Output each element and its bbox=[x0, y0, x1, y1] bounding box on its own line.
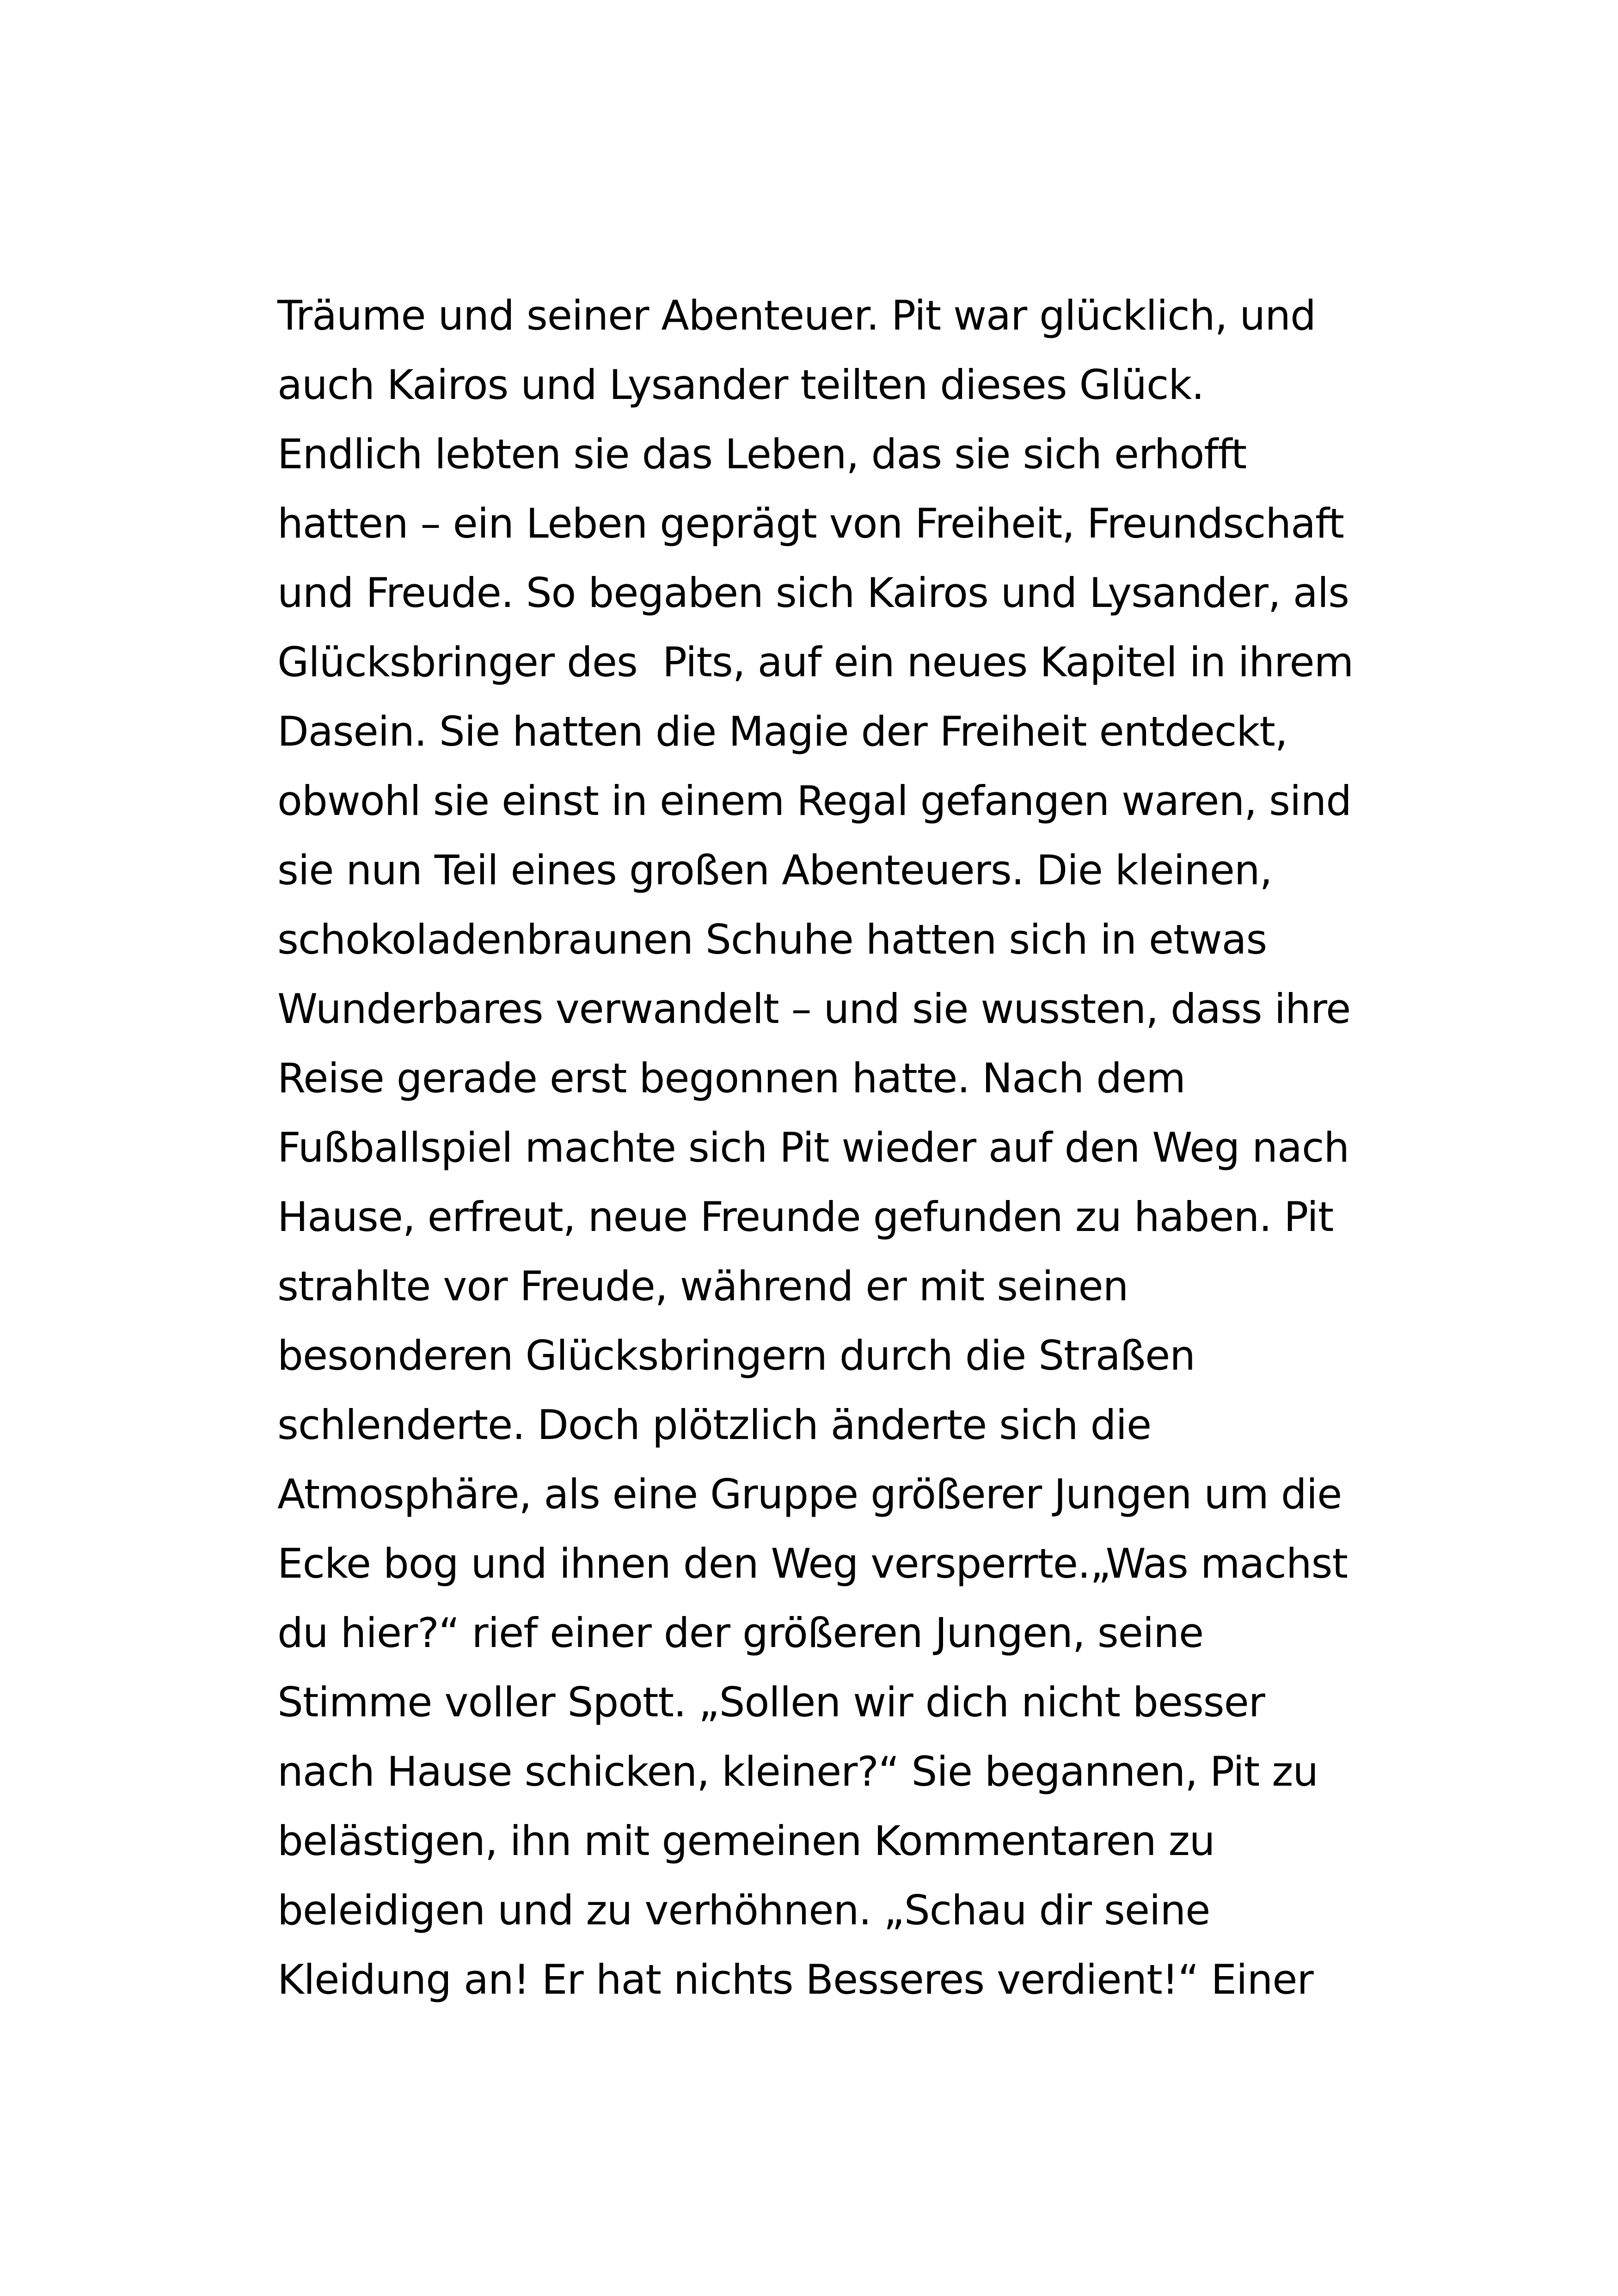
text-line: auch Kairos und Lysander teilten dieses Glück. bbox=[277, 361, 1204, 409]
text-line: Dasein. Sie hatten die Magie der Freiheit entdeckt, bbox=[277, 708, 1287, 755]
body-text bbox=[277, 281, 1387, 2014]
text-line: Atmosphäre, als eine Gruppe größerer Jungen um die bbox=[277, 1470, 1342, 1518]
text-line: schokoladenbraunen Schuhe hatten sich in etwas bbox=[277, 916, 1267, 963]
text-line: Endlich lebten sie das Leben, das sie sich erhofft bbox=[277, 430, 1247, 478]
text-line: obwohl sie einst in einem Regal gefangen waren, sind bbox=[277, 777, 1352, 825]
text-line: Reise gerade erst begonnen hatte. Nach dem bbox=[277, 1054, 1185, 1102]
text-line: schlenderte. Doch plötzlich änderte sich die bbox=[277, 1401, 1152, 1449]
text-line: beleidigen und zu verhöhnen. „Schau dir seine bbox=[277, 1886, 1210, 1934]
text-line: sie nun Teil eines großen Abenteuers. Die kleinen, bbox=[277, 846, 1272, 894]
text-line: und Freude. So begaben sich Kairos und Lysander, als bbox=[277, 569, 1349, 617]
text-line: hatten – ein Leben geprägt von Freiheit, Freundschaft bbox=[277, 500, 1344, 547]
text-line: Stimme voller Spott. „Sollen wir dich nicht besser bbox=[277, 1678, 1265, 1726]
text-line: strahlte vor Freude, während er mit seinen bbox=[277, 1262, 1128, 1310]
text-line: Hause, erfreut, neue Freunde gefunden zu haben. Pit bbox=[277, 1193, 1334, 1241]
text-line: Träume und seiner Abenteuer. Pit war glücklich, und bbox=[277, 292, 1316, 339]
text-line: Wunderbares verwandelt – und sie wussten, dass ihre bbox=[277, 985, 1351, 1033]
text-line: nach Hause schicken, kleiner?“ Sie begannen, Pit zu bbox=[277, 1748, 1318, 1795]
text-line: Ecke bog und ihnen den Weg versperrte.„Was machst bbox=[277, 1540, 1348, 1587]
text-line: belästigen, ihn mit gemeinen Kommentaren zu bbox=[277, 1817, 1215, 1865]
text-line: besonderen Glücksbringern durch die Straßen bbox=[277, 1332, 1195, 1379]
text-line: Kleidung an! Er hat nichts Besseres verdient!“ Einer bbox=[277, 1956, 1313, 2003]
text-line: du hier?“ rief einer der größeren Jungen, seine bbox=[277, 1609, 1204, 1657]
text-line: Fußballspiel machte sich Pit wieder auf den Weg nach bbox=[277, 1124, 1349, 1171]
text-line: Glücksbringer des Pits, auf ein neues Kapitel in ihrem bbox=[277, 638, 1354, 686]
